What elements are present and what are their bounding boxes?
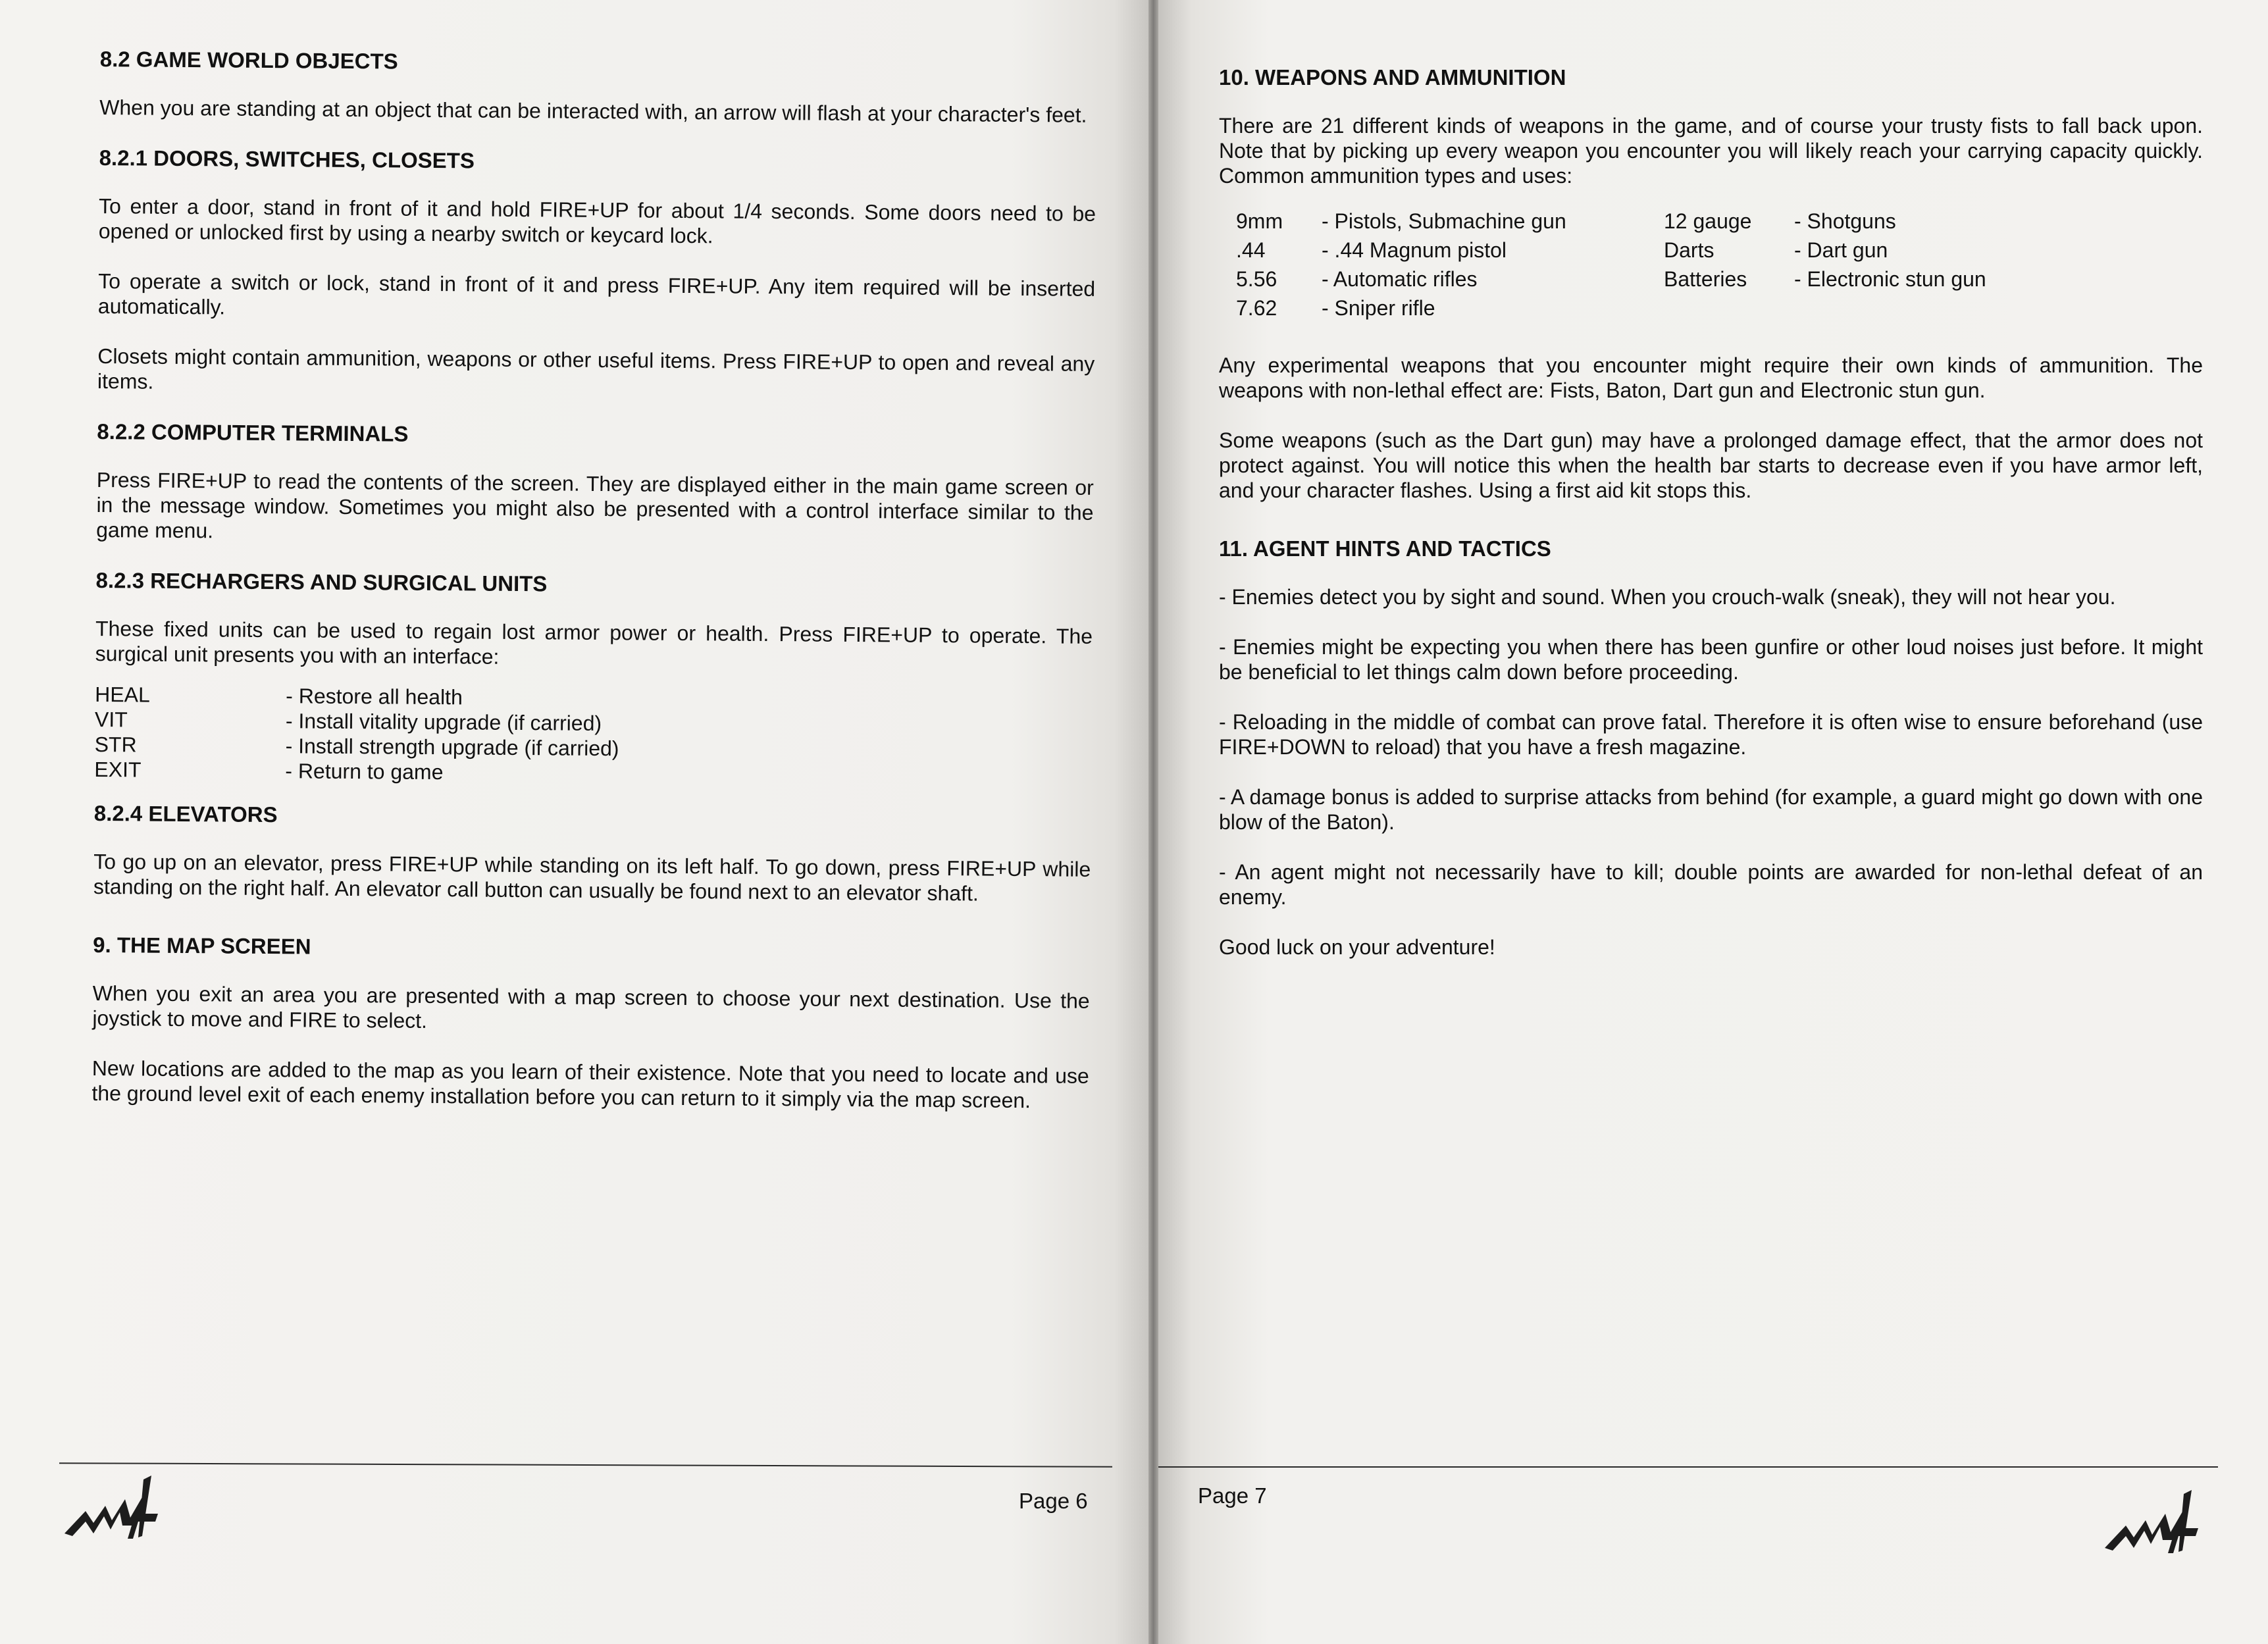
paragraph: Press FIRE+UP to read the contents of the screen. They are displayed either in the main game screen or in the message window. Sometimes you might also be presented with a control interface similar to the game menu.: [96, 467, 1094, 543]
ammo-use: - Electronic stun gun: [1794, 267, 1986, 291]
table-row: [1236, 265, 1986, 294]
paragraph: Some weapons (such as the Dart gun) may have a prolonged damage effect, that the armor does not protect against. You will notice this when the health bar starts to decrease even if you have armor left, and your character flashes. Using a first aid kit stops this.: [1219, 428, 2203, 502]
ammo-use: - Dart gun: [1794, 238, 1888, 262]
ammo-type: [1664, 294, 1794, 322]
paragraph: To go up on an elevator, press FIRE+UP while standing on its left half. To go down, press FIRE+UP while standing on the right half. An elevator call button can usually be found next to an elevator shaft.: [93, 849, 1091, 906]
option-desc: - Install strength upgrade (if carried): [285, 734, 619, 761]
hint-item: - An agent might not necessarily have to kill; double points are awarded for non-lethal defeat of an enemy.: [1219, 860, 2203, 909]
option-key: EXIT: [94, 757, 142, 782]
heading-9: 9. THE MAP SCREEN: [93, 932, 311, 959]
hint-item: - Reloading in the middle of combat can prove fatal. Therefore it is often wise to ensure beforehand (use FIRE+DOWN to reload) that you have a fresh magazine.: [1219, 710, 2203, 759]
page-7: [1158, 0, 2268, 1644]
ammo-type: Batteries: [1664, 267, 1747, 291]
option-key: STR: [94, 732, 137, 757]
heading-8-2-1: 8.2.1 DOORS, SWITCHES, CLOSETS: [99, 145, 475, 173]
ammo-use: - Sniper rifle: [1322, 296, 1435, 320]
table-row: [1236, 294, 1986, 322]
ammo-use: - Automatic rifles: [1322, 267, 1478, 291]
heading-8-2-4: 8.2.4 ELEVATORS: [93, 800, 278, 827]
paragraph: When you are standing at an object that can be interacted with, an arrow will flash at your character's feet.: [99, 95, 1087, 127]
paragraph: To operate a switch or lock, stand in front of it and press FIRE+UP. Any item required will be inserted automatically.: [97, 269, 1096, 319]
table-row: [95, 732, 619, 761]
page-7-content: [1219, 64, 2203, 985]
ammo-type: 12 gauge: [1664, 209, 1752, 233]
footer-rule: [1158, 1466, 2218, 1468]
heading-8-2: 8.2 GAME WORLD OBJECTS: [99, 46, 398, 74]
mw4-logo-icon: [59, 1473, 191, 1545]
option-desc: - Restore all health: [286, 684, 463, 709]
ammo-type: .44: [1236, 238, 1266, 262]
ammo-use: [1794, 294, 1986, 322]
option-desc: - Install vitality upgrade (if carried): [285, 709, 602, 736]
heading-8-2-2: 8.2.2 COMPUTER TERMINALS: [97, 419, 409, 446]
ammo-use: - Pistols, Submachine gun: [1322, 209, 1566, 233]
table-row: [95, 682, 619, 711]
option-key: VIT: [94, 707, 128, 732]
paragraph: Closets might contain ammunition, weapons or other useful items. Press FIRE+UP to open and reveal any items.: [97, 344, 1095, 394]
paragraph: There are 21 different kinds of weapons in the game, and of course your trusty fists to fall back upon. Note that by picking up every weapon you encounter you will likely reach your carrying capacity quickly. Common ammunition types and uses:: [1219, 114, 2203, 188]
hint-item: - Enemies might be expecting you when there has been gunfire or other loud noises just before. It might be beneficial to let things calm down before proceeding.: [1219, 635, 2203, 684]
paragraph: Any experimental weapons that you encounter might require their own kinds of ammunition. The weapons with non-lethal effect are: Fists, Baton, Dart gun and Electronic stun gun.: [1219, 353, 2203, 402]
ammunition-table: [1236, 207, 1986, 322]
surgical-unit-options: [94, 682, 619, 786]
ammo-type: 9mm: [1236, 209, 1283, 233]
table-row: [1236, 207, 1986, 236]
closing-line: Good luck on your adventure!: [1219, 935, 1495, 959]
option-desc: - Return to game: [285, 759, 444, 784]
mw4-logo-icon: [2100, 1487, 2231, 1560]
paragraph: New locations are added to the map as you learn of their existence. Note that you need to locate and use the ground level exit of each enemy installation before you can return to it simply via the map screen.: [91, 1056, 1089, 1113]
ammo-type: 5.56: [1236, 267, 1277, 291]
hint-item: - Enemies detect you by sight and sound. When you crouch-walk (sneak), they will not hear you.: [1219, 585, 2116, 609]
table-row: [95, 707, 619, 736]
paragraph: These fixed units can be used to regain lost armor power or health. Press FIRE+UP to operate. The surgical unit presents you with an interface:: [95, 616, 1093, 669]
ammo-use: - .44 Magnum pistol: [1322, 238, 1507, 262]
binding-gutter: [1148, 0, 1158, 1644]
heading-11: 11. AGENT HINTS AND TACTICS: [1219, 536, 1551, 561]
option-key: HEAL: [95, 682, 150, 707]
page-number: Page 6: [1019, 1489, 1088, 1513]
ammo-type: Darts: [1664, 238, 1714, 262]
page-6-content: [91, 46, 1097, 1139]
table-row: [1236, 236, 1986, 265]
paragraph: When you exit an area you are presented with a map screen to choose your next destination. Use the joystick to move and FIRE to select.: [92, 981, 1090, 1033]
page-number: Page 7: [1198, 1483, 1267, 1508]
ammo-type: 7.62: [1236, 296, 1277, 320]
hint-item: - A damage bonus is added to surprise attacks from behind (for example, a guard might go down with one blow of the Baton).: [1219, 785, 2203, 834]
footer-rule: [59, 1462, 1112, 1468]
heading-10: 10. WEAPONS AND AMMUNITION: [1219, 65, 1566, 90]
table-row: [94, 757, 619, 786]
paragraph: To enter a door, stand in front of it and hold FIRE+UP for about 1/4 seconds. Some doors need to be opened or unlocked first by using a nearby switch or keycard lock.: [98, 193, 1096, 248]
ammo-use: - Shotguns: [1794, 209, 1896, 233]
heading-8-2-3: 8.2.3 RECHARGERS AND SURGICAL UNITS: [95, 567, 548, 596]
